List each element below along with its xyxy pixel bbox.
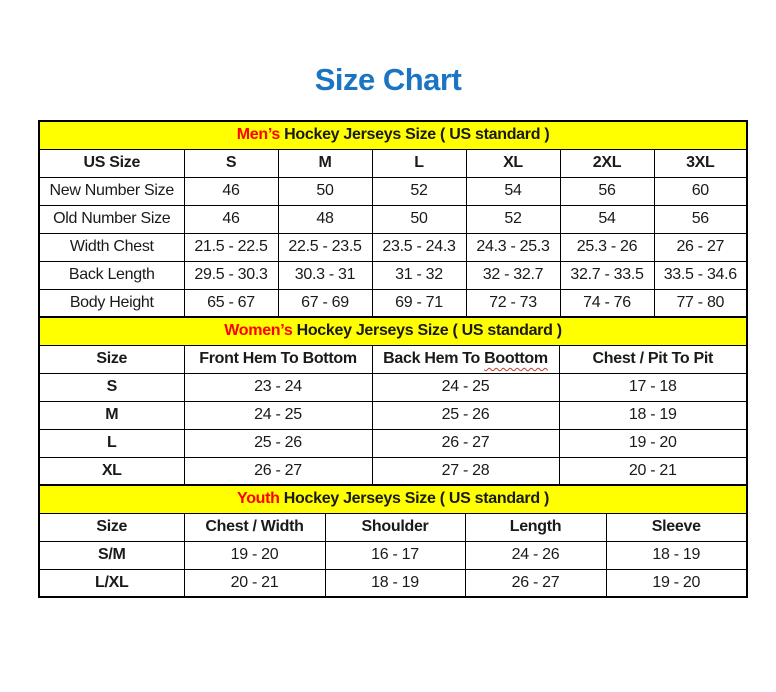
row-label-cell: Body Height [39, 289, 184, 317]
youth-col-header-size: Size [39, 513, 184, 541]
womens-section-header [39, 317, 747, 345]
value-cell: 31 - 32 [372, 261, 466, 289]
value-cell: 25 - 26 [372, 401, 559, 429]
table-row [39, 177, 747, 205]
value-cell: 24 - 25 [184, 401, 372, 429]
row-label-cell: New Number Size [39, 177, 184, 205]
value-cell: 60 [654, 177, 747, 205]
womens-col-header-front-hem: Front Hem To Bottom [184, 345, 372, 373]
value-cell: 26 - 27 [372, 429, 559, 457]
value-cell: 46 [184, 177, 278, 205]
value-cell: 21.5 - 22.5 [184, 233, 278, 261]
value-cell: 18 - 19 [559, 401, 747, 429]
row-label-cell: L [39, 429, 184, 457]
youth-col-header-chest: Chest / Width [184, 513, 325, 541]
mens-section-title: Hockey Jerseys Size ( US standard ) [280, 126, 550, 144]
youth-section-title: Hockey Jerseys Size ( US standard ) [279, 490, 549, 508]
mens-col-header-3xl: 3XL [654, 149, 747, 177]
mens-col-header-s: S [184, 149, 278, 177]
youth-col-header-sleeve: Sleeve [606, 513, 747, 541]
value-cell: 19 - 20 [606, 569, 747, 597]
value-cell: 23 - 24 [184, 373, 372, 401]
value-cell: 26 - 27 [465, 569, 606, 597]
value-cell: 26 - 27 [184, 457, 372, 485]
womens-col-header-chest: Chest / Pit To Pit [559, 345, 747, 373]
value-cell: 65 - 67 [184, 289, 278, 317]
womens-section-header-row [39, 317, 747, 345]
womens-section-highlight: Women’s [224, 322, 293, 340]
value-cell: 50 [372, 205, 466, 233]
back-hem-label-prefix: Back Hem To [383, 350, 485, 367]
youth-section-highlight: Youth [237, 490, 280, 508]
value-cell: 52 [466, 205, 560, 233]
value-cell: 54 [466, 177, 560, 205]
mens-col-header-2xl: 2XL [560, 149, 654, 177]
value-cell: 23.5 - 24.3 [372, 233, 466, 261]
value-cell: 69 - 71 [372, 289, 466, 317]
value-cell: 48 [278, 205, 372, 233]
back-hem-misspelled-word: Boottom [484, 350, 548, 367]
page-title: Size Chart [314, 62, 462, 97]
value-cell: 33.5 - 34.6 [654, 261, 747, 289]
value-cell: 22.5 - 23.5 [278, 233, 372, 261]
mens-size-table [38, 120, 748, 318]
table-row [39, 541, 747, 569]
row-label-cell: Width Chest [39, 233, 184, 261]
value-cell: 46 [184, 205, 278, 233]
mens-col-header-m: M [278, 149, 372, 177]
mens-col-header-us-size: US Size [39, 149, 184, 177]
value-cell: 16 - 17 [325, 541, 465, 569]
value-cell: 72 - 73 [466, 289, 560, 317]
size-chart-tables [38, 120, 746, 598]
womens-column-header-row [39, 345, 747, 373]
table-row [39, 373, 747, 401]
value-cell: 25.3 - 26 [560, 233, 654, 261]
row-label-cell: Old Number Size [39, 205, 184, 233]
value-cell: 20 - 21 [184, 569, 325, 597]
row-label-cell: S [39, 373, 184, 401]
table-row [39, 289, 747, 317]
youth-section-header-row [39, 485, 747, 513]
value-cell: 19 - 20 [559, 429, 747, 457]
womens-col-header-size: Size [39, 345, 184, 373]
womens-section-title: Hockey Jerseys Size ( US standard ) [292, 322, 562, 340]
value-cell: 32 - 32.7 [466, 261, 560, 289]
womens-size-table [38, 316, 748, 486]
value-cell: 18 - 19 [606, 541, 747, 569]
value-cell: 29.5 - 30.3 [184, 261, 278, 289]
table-row [39, 205, 747, 233]
value-cell: 24.3 - 25.3 [466, 233, 560, 261]
mens-col-header-l: L [372, 149, 466, 177]
table-row [39, 429, 747, 457]
mens-col-header-xl: XL [466, 149, 560, 177]
value-cell: 25 - 26 [184, 429, 372, 457]
value-cell: 24 - 25 [372, 373, 559, 401]
mens-section-header-row [39, 121, 747, 149]
value-cell: 30.3 - 31 [278, 261, 372, 289]
row-label-cell: S/M [39, 541, 184, 569]
youth-size-table [38, 484, 748, 598]
youth-col-header-length: Length [465, 513, 606, 541]
table-row [39, 233, 747, 261]
value-cell: 56 [560, 177, 654, 205]
youth-section-header [39, 485, 747, 513]
row-label-cell: M [39, 401, 184, 429]
value-cell: 24 - 26 [465, 541, 606, 569]
value-cell: 18 - 19 [325, 569, 465, 597]
value-cell: 77 - 80 [654, 289, 747, 317]
youth-col-header-shoulder: Shoulder [325, 513, 465, 541]
mens-section-header [39, 121, 747, 149]
mens-column-header-row [39, 149, 747, 177]
youth-column-header-row [39, 513, 747, 541]
value-cell: 20 - 21 [559, 457, 747, 485]
value-cell: 52 [372, 177, 466, 205]
table-row [39, 569, 747, 597]
value-cell: 74 - 76 [560, 289, 654, 317]
value-cell: 32.7 - 33.5 [560, 261, 654, 289]
row-label-cell: L/XL [39, 569, 184, 597]
value-cell: 26 - 27 [654, 233, 747, 261]
mens-section-highlight: Men’s [236, 126, 281, 144]
value-cell: 67 - 69 [278, 289, 372, 317]
value-cell: 56 [654, 205, 747, 233]
value-cell: 17 - 18 [559, 373, 747, 401]
row-label-cell: XL [39, 457, 184, 485]
value-cell: 50 [278, 177, 372, 205]
value-cell: 19 - 20 [184, 541, 325, 569]
value-cell: 27 - 28 [372, 457, 559, 485]
row-label-cell: Back Length [39, 261, 184, 289]
womens-col-header-back-hem [372, 345, 559, 373]
table-row [39, 401, 747, 429]
value-cell: 54 [560, 205, 654, 233]
table-row [39, 261, 747, 289]
table-row [39, 457, 747, 485]
